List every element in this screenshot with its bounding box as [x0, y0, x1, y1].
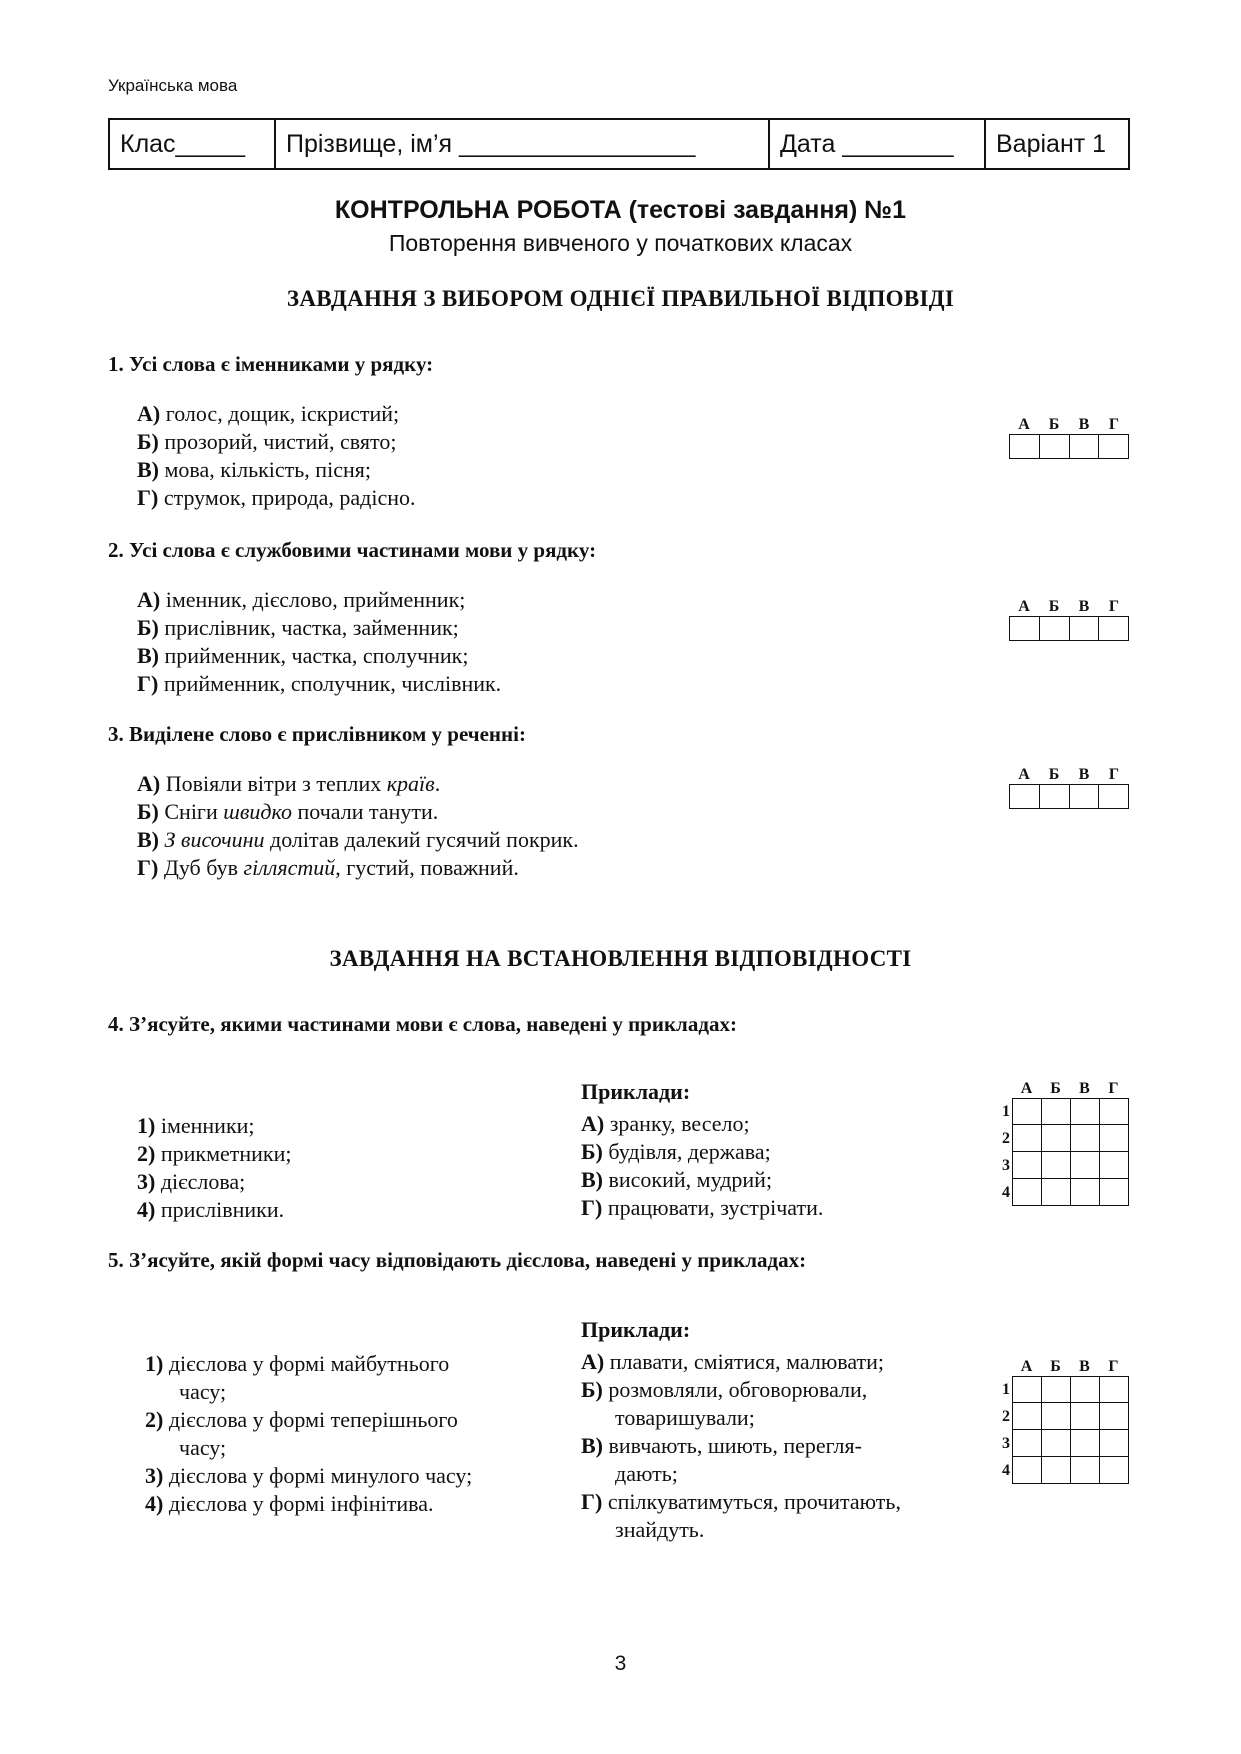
answer-cell[interactable]	[1013, 1125, 1042, 1152]
option: Б) Сніги швидко почали танути.	[137, 799, 439, 824]
page-title: КОНТРОЛЬНА РОБОТА (тестові завдання) №1	[334, 196, 907, 224]
option: А) голос, дощик, іскристий;	[137, 401, 400, 426]
answer-cell[interactable]	[1099, 435, 1128, 458]
examples-heading: Приклади:	[581, 1317, 691, 1342]
answer-cell[interactable]	[1040, 785, 1070, 808]
answer-cell[interactable]	[1070, 785, 1100, 808]
answer-cell[interactable]	[1013, 1430, 1042, 1457]
list-item: Б) розмовляли, обговорювали, товаришували;	[581, 1377, 868, 1430]
answer-cell[interactable]	[1013, 1179, 1042, 1206]
answer-cell[interactable]	[1013, 1152, 1042, 1179]
student-info-table	[108, 118, 1130, 170]
answer-grid-q4: А Б В Г 1 2 3 4	[990, 1080, 1129, 1206]
section-heading-single-choice: ЗАВДАННЯ З ВИБОРОМ ОДНІЄЇ ПРАВИЛЬНОЇ ВІДПОВІДІ	[286, 286, 955, 311]
answer-cell[interactable]	[1100, 1430, 1129, 1457]
answer-cell[interactable]	[1071, 1403, 1100, 1430]
answer-cell[interactable]	[1071, 1125, 1100, 1152]
list-item: В) вивчають, шиють, перегля- дають;	[581, 1433, 862, 1486]
question-4-examples	[581, 1078, 823, 1222]
class-field: Клас_____	[110, 120, 276, 168]
answer-cell[interactable]	[1042, 1430, 1071, 1457]
answer-cell[interactable]	[1071, 1457, 1100, 1484]
answer-cell[interactable]	[1071, 1098, 1100, 1125]
option: Г) струмок, природа, радісно.	[137, 485, 416, 510]
subject-label: Українська мова	[108, 76, 238, 95]
answer-cell[interactable]	[1099, 617, 1128, 640]
question-5: 5. З’ясуйте, якій формі часу відповідають дієслова, наведені у прикладах:	[108, 1248, 807, 1272]
list-item: В) високий, мудрий;	[581, 1167, 773, 1192]
answer-cell[interactable]	[1071, 1179, 1100, 1206]
section-heading-matching: ЗАВДАННЯ НА ВСТАНОВЛЕННЯ ВІДПОВІДНОСТІ	[329, 946, 912, 971]
question-1: 1. Усі слова є іменниками у рядку:	[108, 352, 434, 376]
answer-cell[interactable]	[1071, 1152, 1100, 1179]
answer-cell[interactable]	[1070, 617, 1100, 640]
answer-cell[interactable]	[1042, 1098, 1071, 1125]
answer-cell[interactable]	[1070, 435, 1100, 458]
answer-cell[interactable]	[1010, 435, 1040, 458]
answer-cell[interactable]	[1013, 1376, 1042, 1403]
question-4-left-list	[137, 1112, 292, 1224]
question-3-options	[137, 770, 579, 882]
list-item: 2) прикметники;	[137, 1141, 292, 1166]
answer-cell[interactable]	[1071, 1430, 1100, 1457]
answer-cell[interactable]	[1042, 1457, 1071, 1484]
answer-box-q1: А Б В Г	[1009, 414, 1129, 459]
page-number: 3	[614, 1652, 627, 1675]
variant-field: Варіант 1	[996, 129, 1107, 158]
answer-grid-q5: А Б В Г 1 2 3 4	[990, 1358, 1129, 1484]
answer-cell[interactable]	[1010, 617, 1040, 640]
examples-heading: Приклади:	[581, 1079, 691, 1104]
answer-box-q2: А Б В Г	[1009, 596, 1129, 641]
answer-cell[interactable]	[1100, 1457, 1129, 1484]
answer-cell[interactable]	[1099, 785, 1128, 808]
answer-cell[interactable]	[1100, 1098, 1129, 1125]
answer-box-q3: А Б В Г	[1009, 764, 1129, 809]
answer-cell[interactable]	[1042, 1376, 1071, 1403]
answer-cell[interactable]	[1042, 1152, 1071, 1179]
list-item: А) зранку, весело;	[581, 1111, 750, 1136]
list-item: Г) працювати, зустрічати.	[581, 1195, 824, 1220]
question-2: 2. Усі слова є службовими частинами мови у рядку:	[108, 538, 597, 562]
answer-cell[interactable]	[1071, 1376, 1100, 1403]
answer-cell[interactable]	[1042, 1403, 1071, 1430]
list-item: А) плавати, сміятися, малювати;	[581, 1349, 885, 1374]
answer-cell[interactable]	[1013, 1457, 1042, 1484]
question-3: 3. Виділене слово є прислівником у реченні:	[108, 722, 526, 746]
page-subtitle: Повторення вивченого у початкових класах	[388, 230, 853, 256]
answer-cell[interactable]	[1042, 1125, 1071, 1152]
option: В) прийменник, частка, сполучник;	[137, 643, 469, 668]
list-item: 3) дієслова у формі минулого часу;	[145, 1463, 473, 1488]
answer-cell[interactable]	[1100, 1376, 1129, 1403]
option: А) Повіяли вітри з теплих країв.	[137, 771, 441, 796]
answer-cell[interactable]	[1010, 785, 1040, 808]
option: В) З височини долітав далекий гусячий покрик.	[137, 827, 579, 852]
option: Г) прийменник, сполучник, числівник.	[137, 671, 502, 696]
list-item: 1) дієслова у формі майбутнього часу;	[145, 1351, 450, 1404]
answer-cell[interactable]	[1100, 1152, 1129, 1179]
question-5-examples	[581, 1316, 901, 1544]
list-item: 4) прислівники.	[137, 1197, 285, 1222]
option: Б) прозорий, чистий, свято;	[137, 429, 397, 454]
list-item: Г) спілкуватимуться, прочитають, знайдуть.	[581, 1489, 901, 1542]
answer-cell[interactable]	[1013, 1403, 1042, 1430]
question-2-options	[137, 586, 501, 698]
answer-cell[interactable]	[1100, 1125, 1129, 1152]
answer-cell[interactable]	[1040, 435, 1070, 458]
answer-cell[interactable]	[1040, 617, 1070, 640]
list-item: 1) іменники;	[137, 1113, 255, 1138]
list-item: Б) будівля, держава;	[581, 1139, 771, 1164]
question-5-left-list	[145, 1350, 472, 1518]
list-item: 4) дієслова у формі інфінітива.	[145, 1491, 434, 1516]
date-field: Дата ________	[770, 120, 986, 168]
answer-cell[interactable]	[1042, 1179, 1071, 1206]
option: В) мова, кількість, пісня;	[137, 457, 371, 482]
option: Б) прислівник, частка, займенник;	[137, 615, 459, 640]
list-item: 3) дієслова;	[137, 1169, 246, 1194]
question-1-options	[137, 400, 416, 512]
question-4: 4. З’ясуйте, якими частинами мови є слова, наведені у прикладах:	[108, 1012, 737, 1036]
option: А) іменник, дієслово, прийменник;	[137, 587, 466, 612]
list-item: 2) дієслова у формі теперішнього часу;	[145, 1407, 458, 1460]
answer-cell[interactable]	[1013, 1098, 1042, 1125]
answer-cell[interactable]	[1100, 1179, 1129, 1206]
option: Г) Дуб був гіллястий, густий, поважний.	[137, 855, 519, 880]
answer-cell[interactable]	[1100, 1403, 1129, 1430]
name-field: Прізвище, ім’я _________________	[276, 120, 770, 168]
